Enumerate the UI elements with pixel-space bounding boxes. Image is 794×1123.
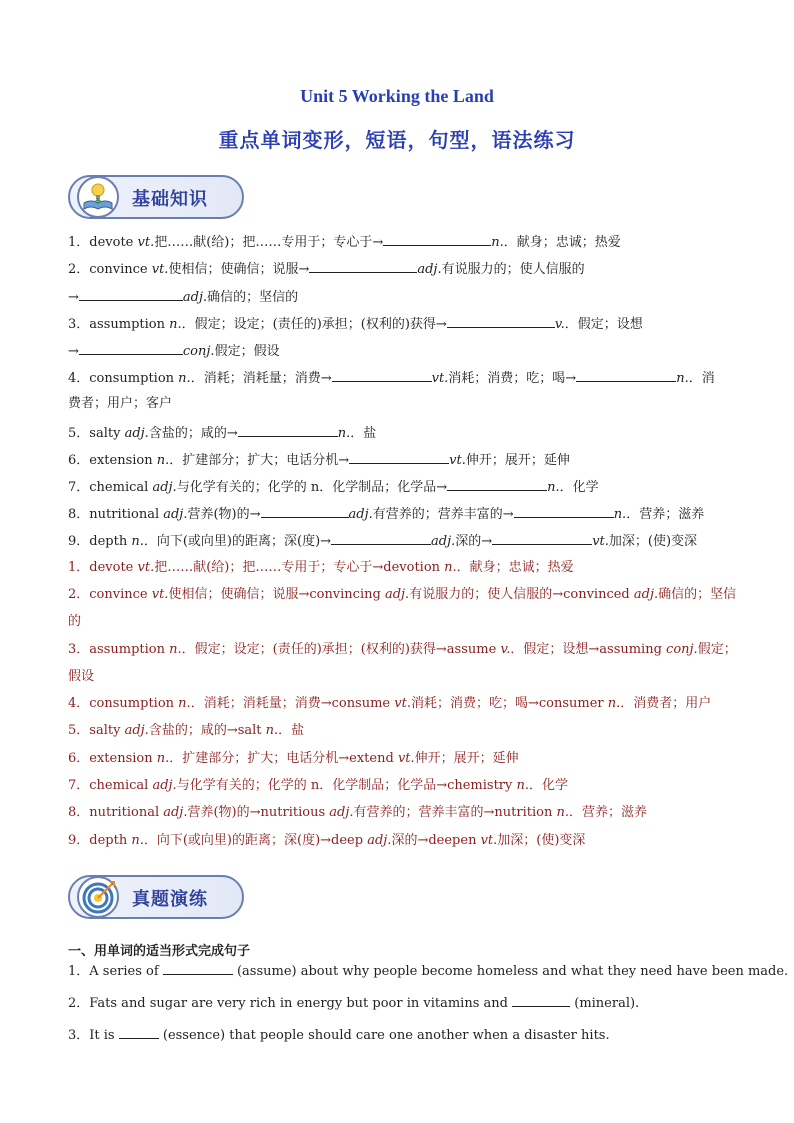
- vocab-item-8: 8．nutritional adj.营养(物)的→ adj.有营养的；营养丰富的→ n.．营养；滋养: [68, 507, 705, 522]
- vocab-item-4-cont: 费者；用户；客户: [68, 396, 173, 411]
- answer-blank[interactable]: [576, 369, 676, 382]
- section-label: 基础知识: [132, 189, 208, 210]
- exercise-item-2: 2．Fats and sugar are very rich in energy but poor in vitamins and (mineral).: [68, 996, 640, 1011]
- answer-blank[interactable]: [331, 532, 431, 545]
- answer-item-1: 1．devote vt.把……献(给)；把……专用于；专心于→devotion n.．献身；忠诚；热爱: [68, 560, 574, 575]
- answer-item-4: 4．consumption n.．消耗；消耗量；消费→consume vt.消耗；消费；吃；喝→consumer n.．消费者；用户: [68, 696, 712, 711]
- vocab-item-2-cont: → adj.确信的；坚信的: [68, 290, 299, 305]
- vocab-item-3-cont: → conj.假定；假设: [68, 344, 280, 359]
- answer-blank[interactable]: [383, 233, 491, 246]
- answer-blank[interactable]: [238, 424, 338, 437]
- exercise-item-3: 3．It is (essence) that people should care one another when a disaster hits.: [68, 1028, 610, 1043]
- answer-item-2: 2．convince vt.使相信；使确信；说服→convincing adj.有说服力的；使人信服的→convinced adj.确信的；坚信: [68, 587, 737, 602]
- vocab-item-4: 4．consumption n.．消耗；消耗量；消费→ vt.消耗；消费；吃；喝→ n.．消: [68, 371, 715, 386]
- answer-item-8: 8．nutritional adj.营养(物)的→nutritious adj.有营养的；营养丰富的→nutrition n.．营养；滋养: [68, 805, 647, 820]
- answer-blank[interactable]: [79, 342, 183, 355]
- exercise-heading: 一、用单词的适当形式完成句子: [68, 944, 251, 959]
- answer-item-9: 9．depth n.．向下(或向里)的距离；深(度)→deep adj.深的→deepen vt.加深；(使)变深: [68, 833, 586, 848]
- answer-blank[interactable]: [309, 260, 417, 273]
- target-icon: [74, 873, 122, 921]
- vocab-item-2: 2．convince vt.使相信；使确信；说服→ adj.有说服力的；使人信服的: [68, 262, 585, 277]
- answer-item-3-cont: 假设: [68, 669, 95, 684]
- answer-item-6: 6．extension n.．扩建部分；扩大；电话分机→extend vt.伸开；展开；延伸: [68, 751, 519, 766]
- vocab-item-9: 9．depth n.．向下(或向里)的距离；深(度)→ adj.深的→ vt.加深；(使)变深: [68, 534, 698, 549]
- answer-item-3: 3．assumption n.．假定；设定；(责任的)承担；(权利的)获得→assume v.．假定；设想→assuming conj.假定；: [68, 642, 737, 657]
- answer-item-5: 5．salty adj.含盐的；咸的→salt n.．盐: [68, 723, 305, 738]
- answer-blank[interactable]: [514, 505, 614, 518]
- vocab-item-7: 7．chemical adj.与化学有关的；化学的 n．化学制品；化学品→ n.．化学: [68, 480, 599, 495]
- answer-blank[interactable]: [79, 288, 183, 301]
- answer-blank[interactable]: [119, 1026, 159, 1039]
- unit-title: Unit 5 Working the Land: [300, 86, 494, 106]
- answer-blank[interactable]: [447, 478, 547, 491]
- section-label: 真题演练: [132, 889, 208, 910]
- answer-blank[interactable]: [163, 962, 233, 975]
- vocab-item-1: 1．devote vt.把……献(给)；把……专用于；专心于→ n.．献身；忠诚；热爱: [68, 235, 621, 250]
- answer-blank[interactable]: [512, 994, 570, 1007]
- book-lightbulb-icon: [74, 173, 122, 221]
- section-badge-basic: [68, 175, 244, 219]
- vocab-item-6: 6．extension n.．扩建部分；扩大；电话分机→ vt.伸开；展开；延伸: [68, 453, 570, 468]
- section-badge-practice: [68, 875, 244, 919]
- answer-blank[interactable]: [261, 505, 349, 518]
- answer-blank[interactable]: [492, 532, 592, 545]
- vocab-item-3: 3．assumption n.．假定；设定；(责任的)承担；(权利的)获得→ v.．假定；设想: [68, 317, 643, 332]
- exercise-item-1: 1．A series of (assume) about why people become homeless and what they need have been made.: [68, 964, 789, 979]
- answer-blank[interactable]: [332, 369, 432, 382]
- answer-blank[interactable]: [447, 315, 555, 328]
- vocab-item-5: 5．salty adj.含盐的；咸的→ n.．盐: [68, 426, 377, 441]
- page-subtitle: 重点单词变形，短语，句型，语法练习: [218, 128, 576, 152]
- answer-item-2-cont: 的: [68, 614, 82, 629]
- answer-blank[interactable]: [349, 451, 449, 464]
- answer-item-7: 7．chemical adj.与化学有关的；化学的 n．化学制品；化学品→chemistry n.．化学: [68, 778, 569, 793]
